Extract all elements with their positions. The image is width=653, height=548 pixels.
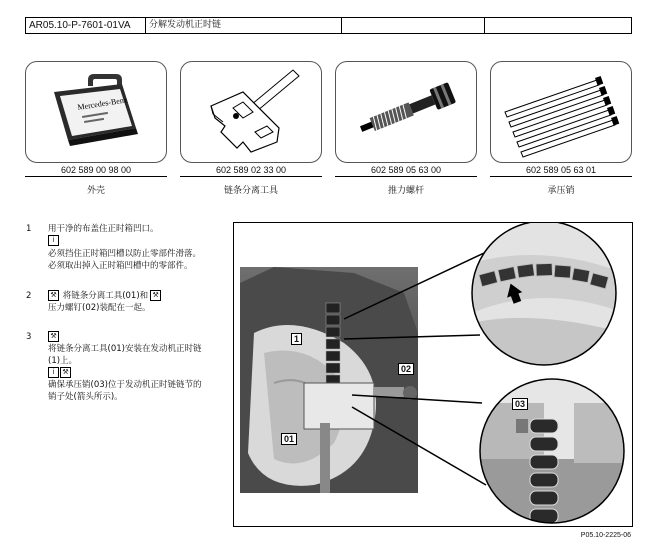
info-icon: i xyxy=(48,367,59,378)
label-pin-03: 03 xyxy=(512,398,528,410)
tool-icon: ⚒ xyxy=(60,367,71,378)
case-brand: Mercedes-Benz xyxy=(76,95,128,112)
doc-code: AR05.10-P-7601-01VA xyxy=(26,18,146,33)
step-text: (1)上。 xyxy=(48,356,78,366)
header-table xyxy=(25,17,632,34)
figure-reference: P05.10-2225-06 xyxy=(580,532,631,539)
step-note: 必须取出掉入正时箱凹槽中的零部件。 xyxy=(48,261,193,271)
header-cell-3 xyxy=(342,18,485,33)
tool-icon: ⚒ xyxy=(48,290,59,301)
step-text: 用干净的布盖住正时箱凹口。 xyxy=(48,224,159,234)
tool-part-number: 602 589 00 98 00 xyxy=(25,164,167,177)
tool-card-case xyxy=(25,61,167,196)
thrust-spindle-icon xyxy=(336,62,476,162)
step-text: 压力螺钉(02)装配在一起。 xyxy=(48,303,151,313)
label-tool-01: 01 xyxy=(281,433,297,445)
tool-icon: ⚒ xyxy=(150,290,161,301)
tool-part-number: 602 589 05 63 00 xyxy=(335,164,477,177)
step-number: 2 xyxy=(26,291,32,301)
step-note: 销子处(箭头所示)。 xyxy=(48,392,123,402)
label-screw-02: 02 xyxy=(398,363,414,375)
tool-icon: ⚒ xyxy=(48,331,59,342)
step-note: 确保承压销(03)位于发动机正时链链节的 xyxy=(48,380,202,390)
tool-card-chain-separator xyxy=(180,61,322,196)
tool-name: 承压销 xyxy=(547,186,575,196)
step-number: 3 xyxy=(26,332,32,342)
step-number: 1 xyxy=(26,224,32,234)
label-chain-1: 1 xyxy=(291,333,302,345)
step-text: 将链条分离工具(01)和 xyxy=(62,291,149,301)
tool-case-icon xyxy=(26,62,166,162)
pressure-pins-icon xyxy=(491,62,631,162)
tool-card-thrust-spindle xyxy=(335,61,477,196)
header-cell-4 xyxy=(485,18,631,33)
chain-separator-icon xyxy=(181,62,321,162)
tool-name: 链条分离工具 xyxy=(223,186,278,196)
engine-photo-illustration xyxy=(234,223,632,526)
step-text: 将链条分离工具(01)安装在发动机正时链 xyxy=(48,344,202,354)
tool-part-number: 602 589 05 63 01 xyxy=(490,164,632,177)
tool-card-pressure-pins xyxy=(490,61,632,196)
assembly-photo xyxy=(233,222,633,527)
doc-title: 分解发动机正时链 xyxy=(146,18,342,33)
info-icon: i xyxy=(48,235,59,246)
step-note: 必须挡住正时箱凹槽以防止零部件滑落。 xyxy=(48,249,202,259)
tool-name: 外壳 xyxy=(86,186,105,196)
tool-name: 推力螺杆 xyxy=(387,186,424,196)
tool-part-number: 602 589 02 33 00 xyxy=(180,164,322,177)
